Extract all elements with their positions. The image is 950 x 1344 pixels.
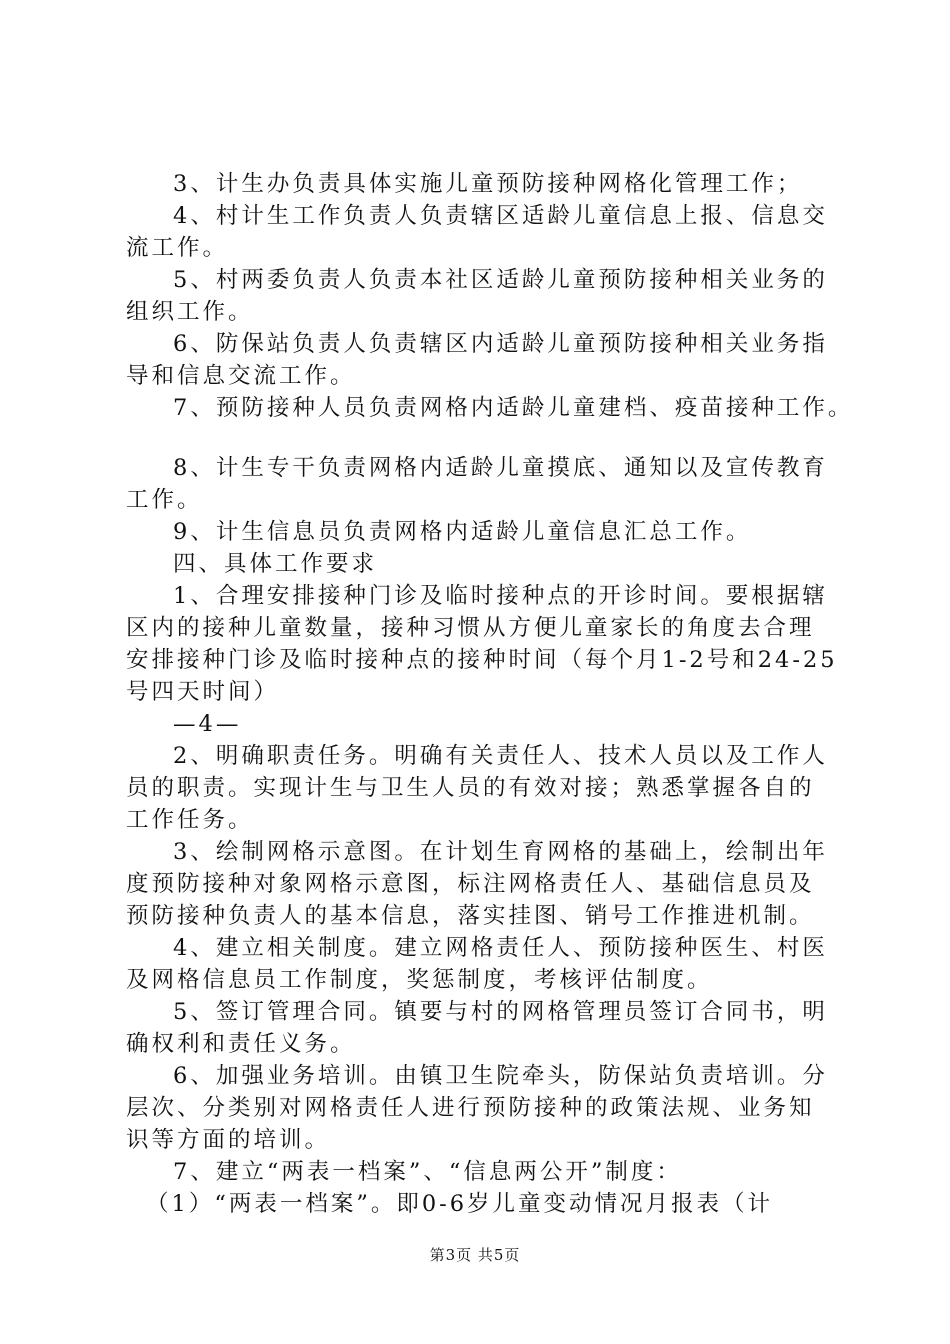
text-line: 预防接种负责人的基本信息，落实挂图、销号工作推进机制。 [126, 903, 815, 929]
section-heading: 四、具体工作要求 [173, 551, 378, 577]
text-line: （1）“两表一档案”。即0-6岁儿童变动情况月报表（计 [146, 1191, 774, 1217]
text-line: 及网格信息员工作制度，奖惩制度，考核评估制度。 [126, 967, 713, 993]
text-line: 6、防保站负责人负责辖区内适龄儿童预防接种相关业务指 [173, 331, 828, 357]
text-line: 3、绘制网格示意图。在计划生育网格的基础上，绘制出年 [173, 839, 828, 865]
text-line: 员的职责。实现计生与卫生人员的有效对接；熟悉掌握各自的 [126, 775, 815, 801]
inline-page-number: —4— [173, 711, 242, 737]
text-line: 度预防接种对象网格示意图，标注网格责任人、基础信息员及 [126, 871, 815, 897]
text-line: 4、村计生工作负责人负责辖区适龄儿童信息上报、信息交 [173, 203, 828, 229]
text-line: 7、建立“两表一档案”、“信息两公开”制度： [173, 1159, 682, 1185]
text-line: 5、村两委负责人负责本社区适龄儿童预防接种相关业务的 [173, 267, 828, 293]
text-line: 区内的接种儿童数量，接种习惯从方便儿童家长的角度去合理 [126, 615, 815, 641]
text-line: 流工作。 [126, 235, 229, 261]
text-line: 工作任务。 [126, 807, 254, 833]
text-line: 7、预防接种人员负责网格内适龄儿童建档、疫苗接种工作。 [173, 395, 854, 421]
text-line: 安排接种门诊及临时接种点的接种时间（每个月1-2号和24-25 [126, 647, 838, 673]
page-footer: 第3页 共5页 [429, 1246, 521, 1264]
text-line: 6、加强业务培训。由镇卫生院牵头，防保站负责培训。分 [173, 1063, 828, 1089]
text-line: 2、明确职责任务。明确有关责任人、技术人员以及工作人 [173, 743, 828, 769]
text-line: 5、签订管理合同。镇要与村的网格管理员签订合同书，明 [173, 999, 828, 1025]
document-body [126, 168, 854, 1220]
text-line: 识等方面的培训。 [126, 1127, 331, 1153]
text-line: 组织工作。 [126, 299, 254, 325]
text-line: 号四天时间） [126, 679, 280, 705]
text-line: 工作。 [126, 487, 203, 513]
text-line: 3、计生办负责具体实施儿童预防接种网格化管理工作； [173, 171, 803, 197]
text-line: 4、建立相关制度。建立网格责任人、预防接种医生、村医 [173, 935, 828, 961]
text-line: 导和信息交流工作。 [126, 363, 356, 389]
blank-line [126, 424, 838, 452]
text-line: 1、合理安排接种门诊及临时接种点的开诊时间。要根据辖 [173, 583, 828, 609]
text-line: 确权利和责任义务。 [126, 1031, 356, 1057]
text-line: 8、计生专干负责网格内适龄儿童摸底、通知以及宣传教育 [173, 455, 828, 481]
text-line: 9、计生信息员负责网格内适龄儿童信息汇总工作。 [173, 519, 752, 545]
text-line: 层次、分类别对网格责任人进行预防接种的政策法规、业务知 [126, 1095, 815, 1121]
